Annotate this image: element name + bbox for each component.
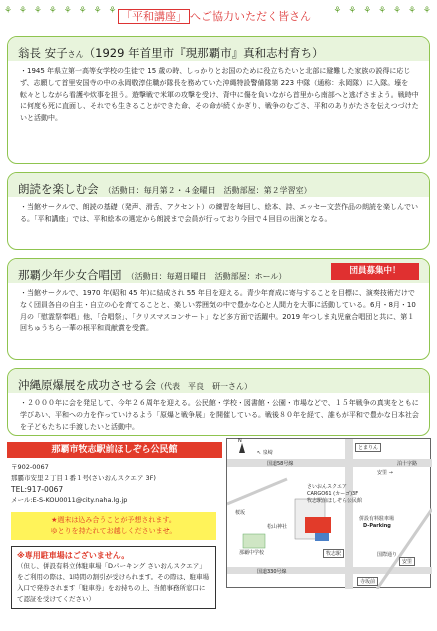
road-vertical [345,439,353,589]
member-recruiting-badge: 団員募集中！ [331,263,419,280]
kokudo58-label: 国道58号線 [267,461,294,467]
reading-club-meta: （活動日：毎月第２・４金曜日 活動部屋：第２学習室） [103,186,312,195]
page-title [118,8,311,24]
kokusai-label: 国際通り [377,552,398,558]
choir-card [7,258,430,360]
dparking-label: 併設有料駐車場 [359,516,395,522]
speaker-name: 翁長 安子 [18,46,68,60]
atomic-exhibit-body: ・２０００年に会を発足して、今年２６周年を迎える。公民館・学校・図書館・公園・市場などで、１５年戦争の真実をともに学びあい、平和への力を作っていけるよう「原爆と戦争展」を開催している。戦後８０年を経て、誰もが平和で豊かな日本社会を子どもたちに手渡したいと活動中。 [20,399,419,431]
access-map [226,438,431,588]
title-highlight: 「平和講座」 [118,9,190,24]
email-address[interactable]: メール:E-S-KOU0011@city.naha.lg.jp [11,496,128,504]
venue-address-block [7,462,222,506]
header [0,4,437,26]
terasaka-label: 寺坂前 [357,577,378,586]
hoshizora-building [305,517,331,533]
atomic-exhibit-title: 沖縄原爆展を成功させる会 [18,378,156,392]
reading-club-title: 朗読を楽しむ会 [18,182,99,196]
street-address: 那覇市安里２丁目１番１号(さいおんスクエア 3F) [11,474,156,482]
parking-title: ※専用駐車場はございません。 [17,551,130,560]
weekend-notice [11,512,216,540]
cargo-label: CARGO61 (カーゴ)3F [307,491,359,497]
hoshizora-map-label: 牧志駅前ほしぞら公民館 [307,498,363,504]
title-rest: へご協力いただく皆さん [190,10,311,23]
izumizaki-label: ↖ 泉崎 [257,450,273,456]
school-building [243,534,265,548]
speaker-card-onaga-body: ・1945 年県立第一高等女学校の生徒で 15 歳の時、しっかりとお国のために役立ちたいと北部に避難した家族の説得に応じず、志願して首里安国寺の中の永岡敬淳住職が隊長を務めていた沖縄特設警備隊第 223 中隊（通称：永岡隊）に入隊。壕を転々としながら看護や炊事を担う。遊撃戦で米軍の攻撃を受け、背中に傷を負いながら首里から南部へと逃げさまよう。戦時中に何度も死に直面し、それでも生きることができた命、その命が続くかぎり、戦争のむごさ、平和のありがたさを伝えつづけたいと活動中。 [20,67,419,123]
school-label: 那覇中学校 [239,550,265,556]
venue-info [7,442,222,609]
speaker-card-onaga [7,36,430,164]
atomic-exhibit-meta: （代表 平良 研一さん） [156,382,252,391]
asato-direction-label: 安里 → [377,470,393,476]
atomic-exhibit-header [8,369,429,393]
speaker-card-onaga-header [8,37,429,61]
parking-body: （但し、併設有料立体駐車場「Dパーキング さいおんスクエア」をご利用の際は、1時間の割引が受けられます。その際は、駐車場入口で発券されます「駐車券」をお持ちの上、当館事務所窓口にて認証を受けてください） [17,562,210,603]
choir-meta: （活動日：毎週日曜日 活動部屋：ホール） [126,272,287,281]
sakurazaka-label: 桜坂 [235,510,246,516]
atomic-exhibit-card [7,368,430,436]
north-arrow-icon [239,443,245,453]
asato-station-label: 安里 [399,557,415,566]
shrine-label: 松山神社 [267,524,288,530]
venue-name-bar: 那覇市牧志駅前ほしぞら公民館 [7,442,222,458]
north-label: N [238,438,242,444]
parking-building [315,533,329,541]
sprout-decoration-right: ⚘ ⚘ ⚘ ⚘ ⚘ ⚘ ⚘ [333,6,433,16]
saion-square-label: さいおんスクエア [307,484,347,490]
tomari-label: とまりん [355,443,381,452]
makishi-station-label: 牧志駅 [323,549,344,558]
weekend-notice-line1: ★週末は込み合うことが予想されます。 [51,516,176,524]
speaker-detail: （1929 年首里市『現那覇市』真和志村育ち） [83,46,324,60]
reading-club-card [7,172,430,250]
parking-notice [11,546,216,609]
speaker-honorific: さん [67,50,84,59]
kokudo330-label: 国道330号線 [257,569,287,575]
reading-club-header [8,173,429,197]
reading-club-body: ・当館サークルで、朗読の基礎（発声、滑舌、アクセント）の練習を毎回し、絵本、詩、エッセー文芸作品の朗読を楽しんでいる。「平和講座」では、平和絵本の選定から朗読まで会員が行っており今回で４回目の出演となる。 [20,203,419,223]
dparking-name: D-Parking [363,523,391,529]
choir-title: 那覇少年少女合唱団 [18,268,122,282]
sprout-decoration-left: ⚘ ⚘ ⚘ ⚘ ⚘ ⚘ ⚘ ⚘ [4,6,119,16]
choir-body: ・当館サークルで、1970 年(昭和 45 年)に結成され 55 年目を迎える。青少年育成に寄与することを目標に、演奏技術だけでなく団員各自の自主・自立の心を育てることと、楽しい雰囲気の中で豊かな心と人間力を大事に活動している。6月・8月・10 月の「慰霊祭奉唱」他、「合唱祭」、「クリスマスコンサート」など多方面で活躍中。2019 年つしま丸児童合唱団と共に、第１回ちゅうちら一華の根平和貢献賞を受賞。 [20,289,416,333]
postal-code: 〒902-0067 [11,463,49,471]
phone-number: TEL:917-0067 [11,485,64,494]
weekend-notice-line2: ゆとりを持たれてお越しくださいませ。 [50,527,177,535]
side-road [227,479,287,504]
tomari-crossing-label: 泊十字路 [397,461,418,467]
